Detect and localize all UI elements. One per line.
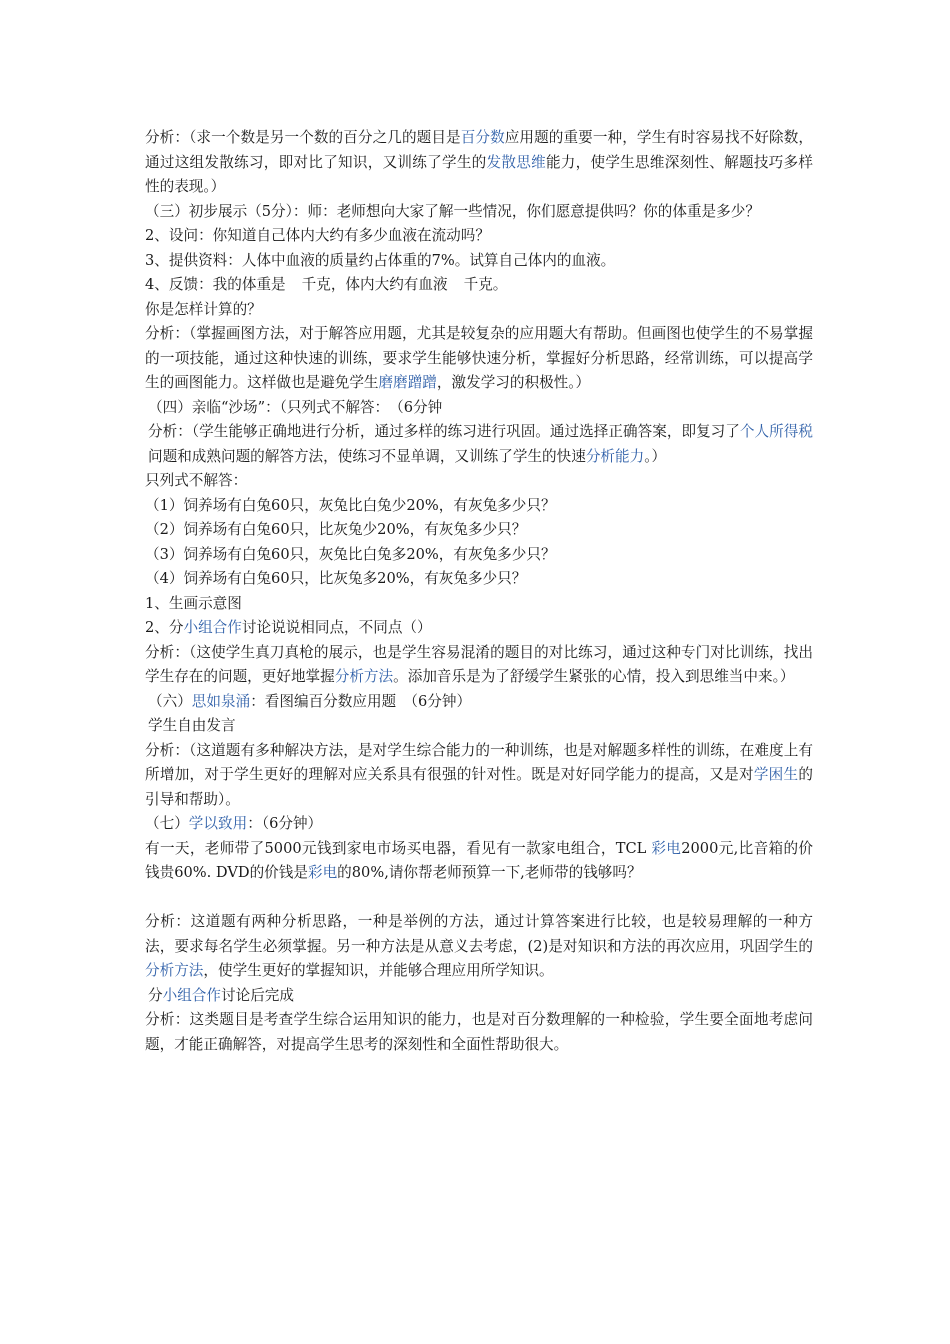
keyword-link[interactable]: 小组合作 xyxy=(183,619,242,636)
text-run: 千克，体内大约有血液 xyxy=(301,276,448,293)
text-run: 分析：（求一个数是另一个数的百分之几的题目是 xyxy=(145,129,461,146)
paragraph xyxy=(145,200,813,225)
text-run: 分析：（学生能够正确地进行分析，通过多样的练习进行巩固。通过选择正确答案，即复习了 xyxy=(148,423,740,440)
paragraph xyxy=(145,641,813,690)
keyword-link[interactable]: 百分数 xyxy=(460,129,505,146)
paragraph xyxy=(145,1008,813,1057)
text-run: 问题和成熟问题的解答方法，使练习不显单调，又训练了学生的快速 xyxy=(148,447,586,465)
paragraph xyxy=(145,910,813,984)
text-run: ：（6分钟） xyxy=(247,815,323,832)
text-run: 1、生画示意图 xyxy=(145,594,242,612)
text-run: 应用题的重要一种，学生有时容易找不好除数，通过这组发散练习，即对比了知识，又训练了学生的 xyxy=(145,129,813,171)
keyword-link[interactable]: 个人所得税 xyxy=(739,423,813,440)
keyword-link[interactable]: 彩电 xyxy=(651,839,682,857)
keyword-link[interactable]: 分析能力 xyxy=(585,447,645,465)
paragraph xyxy=(145,494,813,519)
text-run: （2）饲养场有白兔60只，比灰兔少20%，有灰兔多少只？ xyxy=(145,521,527,538)
text-run: ：看图编百分数应用题 （6分钟） xyxy=(250,692,472,710)
paragraph xyxy=(145,690,813,715)
keyword-link[interactable]: 学困生 xyxy=(753,766,799,783)
paragraph xyxy=(145,518,813,543)
text-run: 学生自由发言 xyxy=(148,717,236,734)
text-run: ，使学生更好的掌握知识，并能够合理应用所学知识。 xyxy=(203,962,554,979)
text-run: 讨论说说相同点，不同点（） xyxy=(241,619,432,636)
text-run: （3）饲养场有白兔60只，灰兔比白兔多20%，有灰兔多少只？ xyxy=(145,545,556,563)
text-run: 。） xyxy=(644,447,667,465)
text-run: 千克。 xyxy=(463,276,508,293)
text-run: ，激发学习的积极性。） xyxy=(436,374,591,391)
text-run: 2、设问：你知道自己体内大约有多少血液在流动吗？ xyxy=(145,227,490,244)
paragraph xyxy=(145,739,813,813)
paragraph xyxy=(145,812,813,837)
keyword-link[interactable]: 小组合作 xyxy=(162,986,221,1004)
text-run: 的引导和帮助）。 xyxy=(145,766,813,808)
keyword-link[interactable]: 分析方法 xyxy=(334,668,394,685)
paragraph xyxy=(145,837,813,886)
text-run: 分析：（掌握画图方法，对于解答应用题，尤其是较复杂的应用题大有帮助。但画图也使学生的不易掌握的一项技能，通过这种快速的训练，要求学生能够快速分析，掌握好分析思路，经常训练，可以提高学生的画图能力。这样做也是避免学生 xyxy=(145,325,813,391)
paragraph xyxy=(145,420,813,469)
text-run: 分析：（这道题有多种解决方法，是对学生综合能力的一种训练，也是对解题多样性的训练，在难度上有所增加，对于学生更好的理解对应关系具有很强的针对性。既是对好同学能力的提高，又是对 xyxy=(145,741,813,783)
text-run: （六） xyxy=(148,692,192,710)
paragraph xyxy=(145,322,813,396)
keyword-link[interactable]: 彩电 xyxy=(307,864,338,881)
text-run: 。添加音乐是为了舒缓学生紧张的心情，投入到思维当中来。） xyxy=(393,668,795,685)
text-run: （1）饲养场有白兔60只，灰兔比白兔少20%，有灰兔多少只？ xyxy=(145,496,556,514)
keyword-link[interactable]: 发散思维 xyxy=(486,153,546,171)
keyword-link[interactable]: 学以致用 xyxy=(188,815,248,832)
paragraph xyxy=(145,616,813,641)
text-run: 2000元,比音箱的价钱贵60%. DVD的价钱是 xyxy=(145,839,814,881)
text-run: （七） xyxy=(145,815,189,832)
text-run: 能力，使学生思维深刻性、解题技巧多样性的表现。） xyxy=(145,153,813,195)
paragraph xyxy=(145,714,813,739)
paragraph xyxy=(145,469,813,494)
text-run: （三）初步展示（5分）：师：老师想向大家了解一些情况，你们愿意提供吗？你的体重是多少？ xyxy=(145,202,760,220)
text-run: 分析：（这使学生真刀真枪的展示，也是学生容易混淆的题目的对比练习，通过这种专门对比训练，找出学生存在的问题，更好地掌握 xyxy=(145,643,813,685)
text-run: 分析：这道题有两种分析思路，一种是举例的方法，通过计算答案进行比较，也是较易理解的一种方法，要求每名学生必须掌握。另一种方法是从意义去考虑，(2)是对知识和方法的再次应用，巩固学生的 xyxy=(145,913,813,955)
paragraph xyxy=(145,592,813,617)
paragraph xyxy=(145,126,813,200)
document-body xyxy=(145,126,813,1057)
text-run: 3、提供资料：人体中血液的质量约占体重的7%。试算自己体内的血液。 xyxy=(145,251,616,269)
paragraph xyxy=(145,224,813,249)
paragraph xyxy=(145,273,813,298)
keyword-link[interactable]: 磨磨蹭蹭 xyxy=(378,374,437,391)
text-run: 只列式不解答： xyxy=(145,472,248,489)
text-run: 分析：这类题目是考查学生综合运用知识的能力，也是对百分数理解的一种检验，学生要全面地考虑问题，才能正确解答，对提高学生思考的深刻性和全面性帮助很大。 xyxy=(145,1011,813,1053)
text-run: （四）亲临“沙场”：（只列式不解答： （6分钟 xyxy=(148,398,443,416)
paragraph xyxy=(145,984,813,1009)
text-run: （4）饲养场有白兔60只，比灰兔多20%，有灰兔多少只？ xyxy=(145,570,527,587)
text-run: 有一天，老师带了5000元钱到家电市场买电器，看见有一款家电组合，TCL xyxy=(145,839,652,857)
paragraph xyxy=(145,567,813,592)
paragraph xyxy=(145,543,813,568)
keyword-link[interactable]: 分析方法 xyxy=(145,962,204,979)
text-run: 讨论后完成 xyxy=(221,986,294,1004)
blank-line xyxy=(145,886,813,911)
paragraph xyxy=(145,298,813,323)
text-run: 的80%,请你帮老师预算一下,老师带的钱够吗？ xyxy=(337,864,642,881)
text-run: 你是怎样计算的？ xyxy=(145,300,262,318)
text-run: 2、分 xyxy=(145,619,184,636)
paragraph xyxy=(145,249,813,274)
paragraph xyxy=(145,396,813,421)
text-run: 4、反馈：我的体重是 xyxy=(145,276,286,293)
keyword-link[interactable]: 思如泉涌 xyxy=(191,692,251,710)
text-run: 分 xyxy=(148,986,163,1004)
